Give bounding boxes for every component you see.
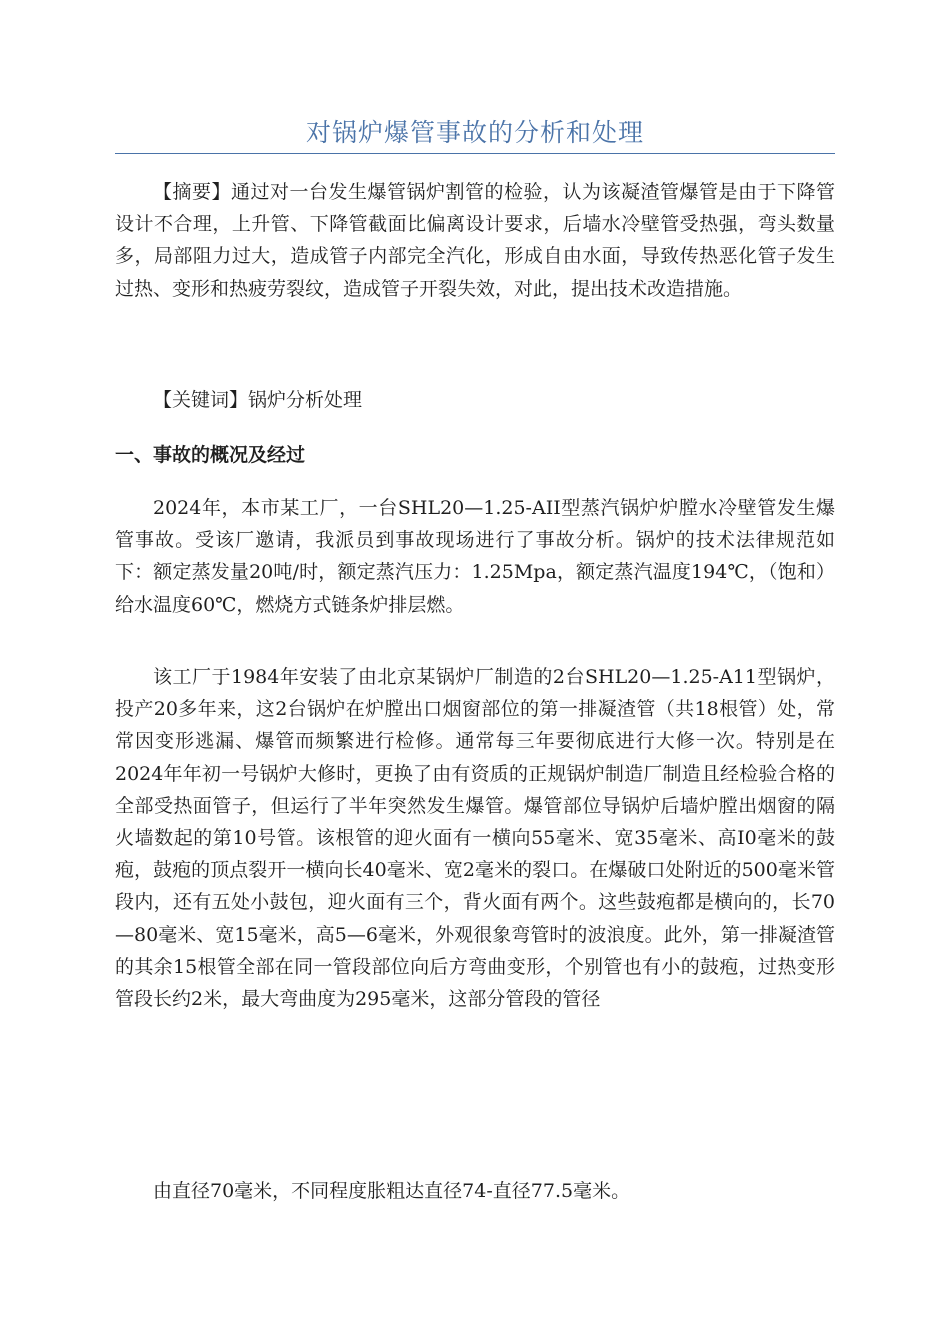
document-title: 对锅炉爆管事故的分析和处理	[305, 118, 644, 147]
body-paragraph-2: 该工厂于1984年安装了由北京某锅炉厂制造的2台SHL20—1.25-A11型锅炉，投产20多年来，这2台锅炉在炉膛出口烟窗部位的第一排凝渣管（共18根管）处，常常因变形逃漏、爆管而频繁进行检修。通常每三年要彻底进行大修一次。特别是在2024年年初一号锅炉大修时，更换了由有资质的正规锅炉制造厂制造且经检验合格的全部受热面管子，但运行了半年突然发生爆管。爆管部位导锅炉后墙炉膛出烟窗的隔火墙数起的第10号管。该根管的迎火面有一横向55毫米、宽35毫米、高I0毫米的鼓疱，鼓疱的顶点裂开一横向长40毫米、宽2毫米的裂口。在爆破口处附近的500毫米管段内，还有五处小鼓包，迎火面有三个，背火面有两个。这些鼓疱都是横向的，长70—80毫米、宽15毫米，高5—6毫米，外观很象弯管时的波浪度。此外，第一排凝渣管的其余15根管全部在同一管段部位向后方弯曲变形，个别管也有小的鼓疱，过热变形管段长约2米，最大弯曲度为295毫米，这部分管段的管径	[115, 666, 835, 1011]
body-paragraph-3: 由直径70毫米，不同程度胀粗达直径74-直径77.5毫米。	[153, 1180, 631, 1202]
abstract-paragraph: 【摘要】通过对一台发生爆管锅炉割管的检验，认为该凝渣管爆管是由于下降管设计不合理，上升管、下降管截面比偏离设计要求，后墙水冷壁管受热强，弯头数量多，局部阻力过大，造成管子内部完全汽化，形成自由水面，导致传热恶化管子发生过热、变形和热疲劳裂纹，造成管子开裂失效，对此，提出技术改造措施。	[115, 181, 835, 300]
title-underline	[115, 153, 835, 154]
keywords-line: 【关键词】锅炉分析处理	[153, 389, 363, 411]
body-paragraph-1: 2024年，本市某工厂，一台SHL20—1.25-AII型蒸汽锅炉炉膛水冷壁管发生爆管事故。受该厂邀请，我派员到事故现场进行了事故分析。锅炉的技术法律规范如下：额定蒸发量20吨/时，额定蒸汽压力：1.25Mpa，额定蒸汽温度194℃，（饱和）给水温度60℃，燃烧方式链条炉排层燃。	[115, 497, 835, 616]
section-heading: 一、事故的概况及经过	[115, 444, 306, 466]
